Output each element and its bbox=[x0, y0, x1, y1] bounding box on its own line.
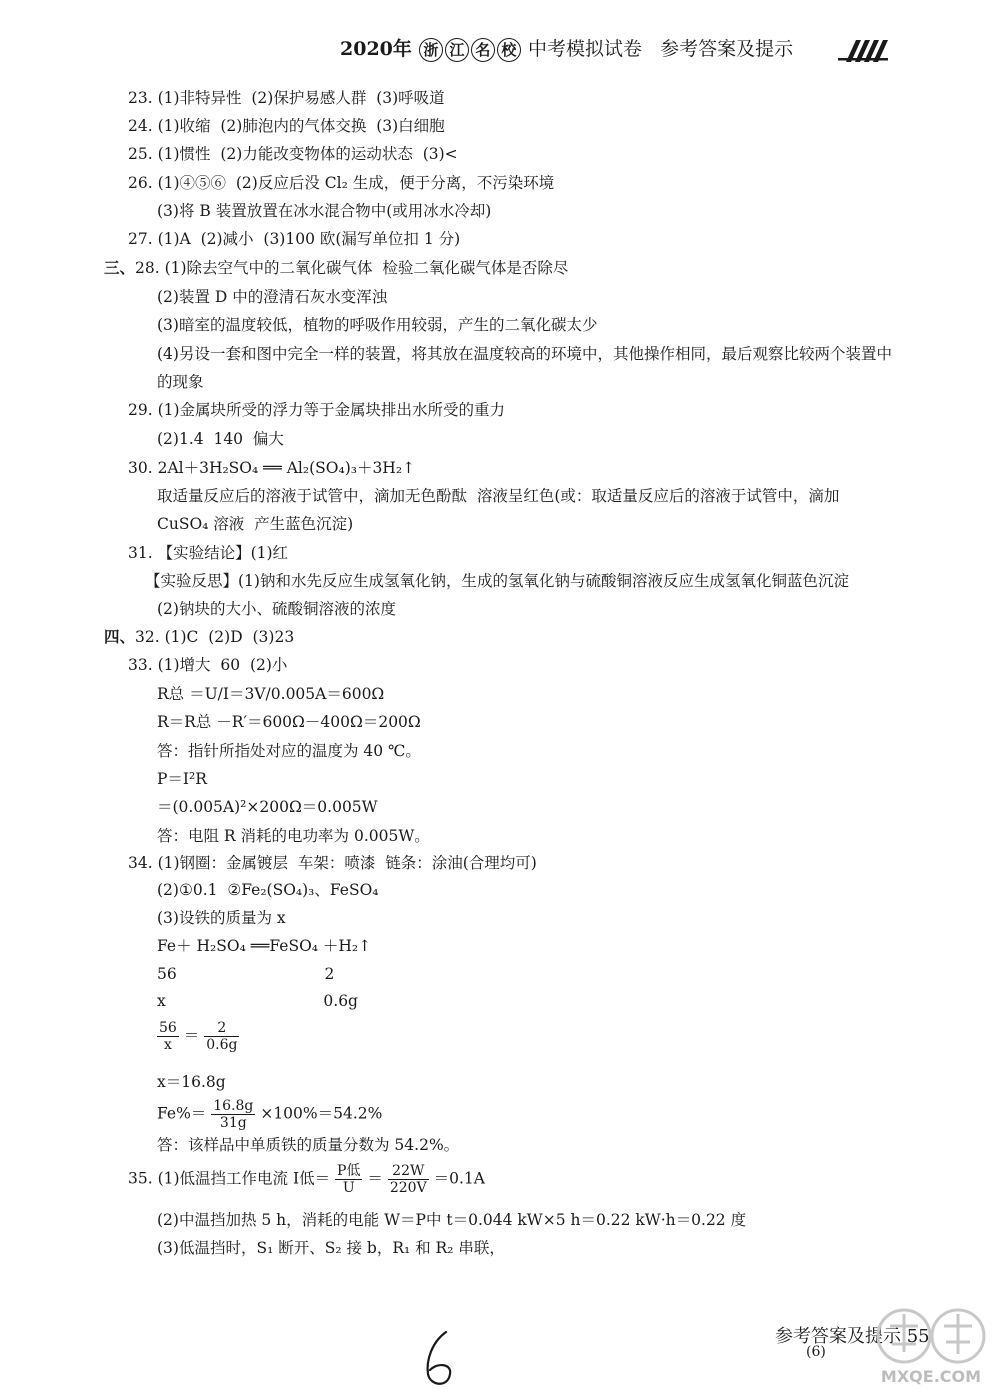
answer-line bbox=[145, 571, 849, 591]
fraction: $\frac{\text{P低}}{U}$ bbox=[337, 1163, 361, 1196]
fraction: $\frac{2}{0.6g}$ bbox=[206, 1020, 238, 1053]
answer-text: 26. (1)④⑤⑥ (2)反应后没 Cl₂ 生成，便于分离，不污染环境 bbox=[128, 174, 555, 192]
answer-line bbox=[157, 429, 284, 449]
answer-text: (2)钠块的大小、硫酸铜溶液的浓度 bbox=[157, 600, 396, 618]
answer-text: 答：电阻 R 消耗的电功率为 0.005W。 bbox=[157, 827, 430, 845]
answer-line bbox=[128, 400, 505, 420]
answer-text: (2)装置 D 中的澄清石灰水变浑浊 bbox=[157, 288, 388, 306]
answer-line: (3)低温挡时，S₁ 断开、S₂ 接 b，R₁ 和 R₂ 串联， bbox=[157, 1239, 505, 1257]
answer-line bbox=[104, 258, 568, 278]
answer-line bbox=[157, 684, 384, 704]
answer-line: x＝16.8g bbox=[157, 1073, 226, 1091]
header-section: 参考答案及提示 bbox=[660, 38, 794, 60]
handwritten-number-icon bbox=[418, 1328, 458, 1390]
answer-text: 29. (1)金属块所受的浮力等于金属块排出水所受的重力 bbox=[128, 401, 506, 419]
answer-text: 取适量反应后的溶液于试管中，滴加无色酚酞 溶液呈红色(或：取适量反应后的溶液于试管中，滴加 bbox=[157, 487, 840, 505]
answer-text: 23. (1)非特异性 (2)保护易感人群 (3)呼吸道 bbox=[128, 89, 445, 107]
answer-text: 的现象 bbox=[157, 373, 204, 391]
answer-line bbox=[157, 826, 430, 846]
answer-line bbox=[128, 173, 554, 193]
answer-line: 答：该样品中单质铁的质量分数为 54.2%。 bbox=[157, 1136, 460, 1154]
circled-char-3: 名 bbox=[471, 38, 495, 62]
circled-char-2: 江 bbox=[445, 38, 469, 62]
answer-text: R＝R总 －R′＝600Ω－400Ω＝200Ω bbox=[157, 713, 421, 731]
circled-char-1: 浙 bbox=[419, 38, 443, 62]
answer-line bbox=[157, 936, 371, 956]
answer-line bbox=[128, 88, 445, 108]
answer-line bbox=[104, 627, 294, 647]
svg-text:MXQE.COM: MXQE.COM bbox=[880, 1367, 982, 1386]
watermark-logo-icon bbox=[872, 1296, 990, 1388]
section-number: 三、 bbox=[104, 258, 136, 277]
answer-line bbox=[128, 655, 287, 675]
answer-line bbox=[157, 315, 597, 335]
answer-line bbox=[157, 599, 396, 619]
fraction: $\frac{22W}{220V}$ bbox=[389, 1163, 427, 1196]
answer-line bbox=[157, 880, 379, 900]
answer-text: P＝I²R bbox=[157, 770, 207, 788]
answer-text: 27. (1)A (2)减小 (3)100 欧(漏写单位扣 1 分) bbox=[128, 230, 461, 248]
answer-text: (4)另设一套和图中完全一样的装置，将其放在温度较高的环境中，其他操作相同，最后观察比较两个装置中 bbox=[157, 345, 892, 363]
answer-line bbox=[157, 486, 839, 506]
answer-text: CuSO₄ 溶液 产生蓝色沉淀) bbox=[157, 515, 354, 533]
page-header bbox=[340, 34, 900, 68]
header-stripes-icon bbox=[838, 40, 888, 62]
answer-text: 30. 2Al＋3H₂SO₄ ══ Al₂(SO₄)₃＋3H₂↑ bbox=[128, 459, 416, 477]
answer-text: 32. (1)C (2)D (3)23 bbox=[135, 628, 295, 646]
answer-line bbox=[157, 964, 334, 984]
answer-line bbox=[157, 344, 892, 364]
answer-text: (3)设铁的质量为 x bbox=[157, 909, 286, 927]
answer-text: 34. (1)钢圈：金属镀层 车架：喷漆 链条：涂油(合理均可) bbox=[128, 854, 537, 872]
answer-line bbox=[157, 372, 204, 392]
answer-text: 31. 【实验结论】(1)红 bbox=[128, 544, 289, 562]
answer-line bbox=[128, 229, 460, 249]
answer-text: 33. (1)增大 60 (2)小 bbox=[128, 656, 288, 674]
answer-text: x 0.6g bbox=[157, 992, 358, 1010]
answer-text: (2)1.4 140 偏大 bbox=[157, 430, 284, 448]
answer-text: ＝(0.005A)²×200Ω＝0.005W bbox=[157, 798, 378, 816]
answer-line bbox=[157, 712, 421, 732]
footer-page-label: 参考答案及提示 55 bbox=[775, 1326, 930, 1347]
answer-line bbox=[157, 769, 207, 789]
answer-line bbox=[128, 853, 537, 873]
answer-line bbox=[128, 144, 458, 164]
answer-line bbox=[157, 514, 353, 534]
answer-text: 28. (1)除去空气中的二氧化碳气体 检验二氧化碳气体是否除尽 bbox=[135, 259, 569, 277]
fe-percent-equation: Fe%＝ $\frac{16.8g}{31g}$ ×100%＝54.2% bbox=[157, 1098, 383, 1131]
proportion-equation: $\frac{56}{x}$ ＝ $\frac{2}{0.6g}$ bbox=[159, 1020, 238, 1053]
answer-text: (2)①0.1 ②Fe₂(SO₄)₃、FeSO₄ bbox=[157, 881, 379, 899]
answer-line bbox=[157, 287, 387, 307]
answer-line bbox=[157, 201, 491, 221]
answer-line bbox=[128, 543, 288, 563]
circled-char-4: 校 bbox=[497, 38, 521, 62]
answer-text: Fe＋ H₂SO₄ ══FeSO₄ ＋H₂↑ bbox=[157, 937, 372, 955]
answer-text: 【实验反思】(1)钠和水先反应生成氢氧化钠，生成的氢氧化钠与硫酸铜溶液反应生成氢氧化铜蓝色沉淀 bbox=[145, 572, 849, 590]
fraction: $\frac{16.8g}{31g}$ bbox=[213, 1098, 254, 1131]
fraction: $\frac{56}{x}$ bbox=[159, 1020, 177, 1053]
header-subtitle: 中考模拟试卷 bbox=[527, 38, 642, 60]
answer-text: 56 2 bbox=[157, 965, 335, 983]
answer-line: (2)中温挡加热 5 h，消耗的电能 W＝P中 t＝0.044 kW×5 h＝0.22 kW·h＝0.22 度 bbox=[157, 1211, 747, 1229]
answer-line bbox=[157, 797, 378, 817]
header-year: 2020年 bbox=[340, 38, 412, 60]
answer-text: 答：指针所指处对应的温度为 40 ℃。 bbox=[157, 742, 421, 760]
answer-line bbox=[157, 991, 358, 1011]
q35-line: 35. (1)低温挡工作电流 I低＝ $\frac{\text{P低}}{U}$ ＝ $\frac{22W}{220V}$ ＝0.1A bbox=[128, 1163, 485, 1196]
answer-line bbox=[128, 116, 445, 136]
footer-sub-label: (6) bbox=[806, 1344, 826, 1360]
answer-text: (3)将 B 装置放置在冰水混合物中(或用冰水冷却) bbox=[157, 202, 492, 220]
answer-line bbox=[157, 908, 286, 928]
answer-line bbox=[157, 741, 421, 761]
section-number: 四、 bbox=[104, 627, 136, 646]
answer-line bbox=[128, 458, 415, 478]
answer-text: 25. (1)惯性 (2)力能改变物体的运动状态 (3)< bbox=[128, 145, 458, 163]
answer-text: (3)暗室的温度较低，植物的呼吸作用较弱，产生的二氧化碳太少 bbox=[157, 316, 598, 334]
answer-text: R总 ＝U/I＝3V/0.005A＝600Ω bbox=[157, 685, 385, 703]
answer-text: 24. (1)收缩 (2)肺泡内的气体交换 (3)白细胞 bbox=[128, 117, 445, 135]
